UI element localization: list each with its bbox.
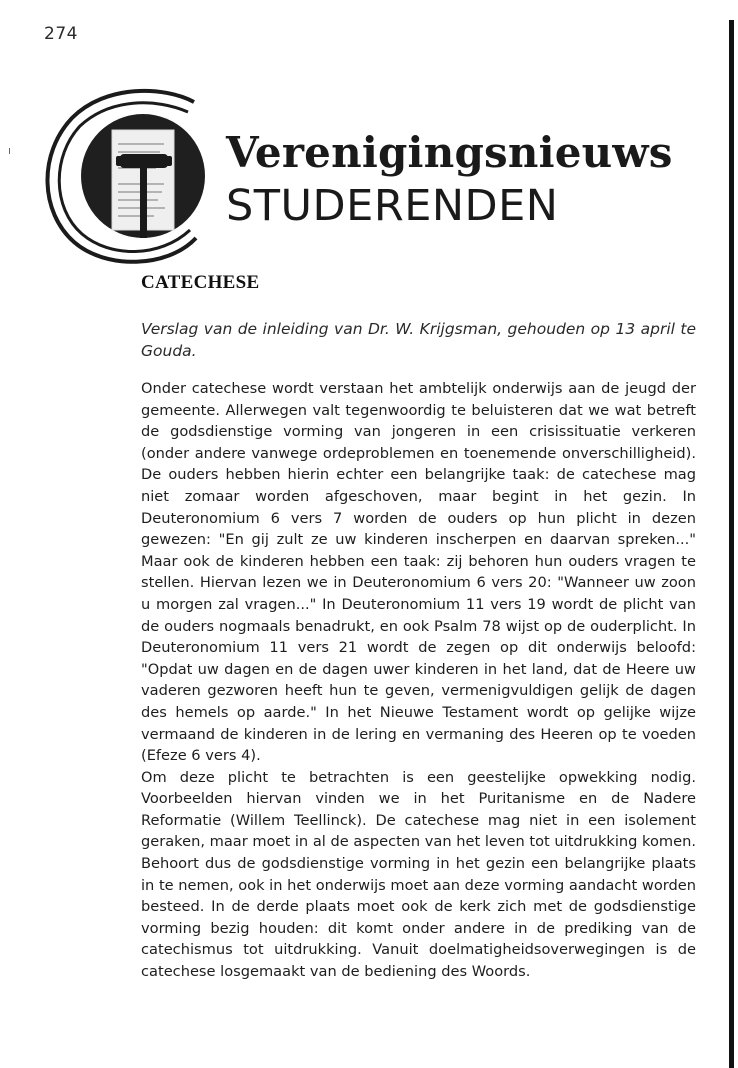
gavel-document-emblem-icon — [44, 88, 206, 266]
page-number: 274 — [44, 24, 78, 44]
article-paragraph: Om deze plicht te betrachten is een geestelijke opwekking nodig. Voorbeelden hiervan vinden we in het Puritanisme en de Nadere Reformatie (Willem Teellinck). De catechese mag niet in een isolement geraken, maar moet in al de aspecten van het leven tot uitdrukking komen. Behoort dus de godsdienstige vorming in het gezin een belangrijke plaats in te nemen, ook in het onderwijs moet aan deze vorming aandacht worden besteed. In de derde plaats moet ook de kerk zich met de godsdienstige vorming bezig houden: dit komt onder andere in de prediking van de catechismus tot uitdrukking. Vanuit doelmatigheidsoverwegingen is de catechese losgemaakt van de bediening des Woords. — [141, 768, 697, 981]
header-subtitle: STUDERENDEN — [226, 181, 559, 231]
page-edge-shadow — [729, 20, 734, 1068]
header-title: Verenigingsnieuws — [226, 128, 673, 177]
article-paragraph: Onder catechese wordt verstaan het ambtelijk onderwijs aan de jeugd der gemeente. Allerwegen valt tegenwoordig te beluisteren dat we wat betreft de godsdienstige vorming van jongeren in een crisissituatie verkeren (onder andere vanwege ordeproblemen en toenemende onverschilligheid). De ouders hebben hierin echter een belangrijke taak: de catechese mag niet zomaar worden afgeschoven, maar begint in het gezin. In Deuteronomium 6 vers 7 worden de ouders op hun plicht in dezen gewezen: "En gij zult ze uw kinderen inscherpen en daarvan spreken..." Maar ook de kinderen hebben een taak: zij behoren hun ouders vragen te stellen. Hiervan lezen we in Deuteronomium 6 vers 20: "Wanneer uw zoon u morgen zal vragen..." In Deuteronomium 11 vers 19 wordt de plicht van de ouders nogmaals benadrukt, en ook Psalm 78 wijst op de ouderplicht. In Deuteronomium 11 vers 21 wordt de zegen op dit onderwijs beloofd: "Opdat uw dagen en de dagen uwer kinderen in het land, dat de Heere uw vaderen gezworen heeft hun te geven, vermenigvuldigen gelijk de dagen des hemels op aarde." In het Nieuwe Testament wordt op gelijke wijze vermaand de kinderen in de lering en vermaning des Heeren op te voeden (Efeze 6 vers 4). — [141, 380, 696, 765]
scan-mark — [9, 148, 10, 154]
article-subheading: Verslag van de inleiding van Dr. W. Krijgsman, gehouden op 13 april te Gouda. — [141, 320, 696, 360]
section-heading: CATECHESE — [141, 272, 260, 293]
article-body — [141, 378, 696, 983]
